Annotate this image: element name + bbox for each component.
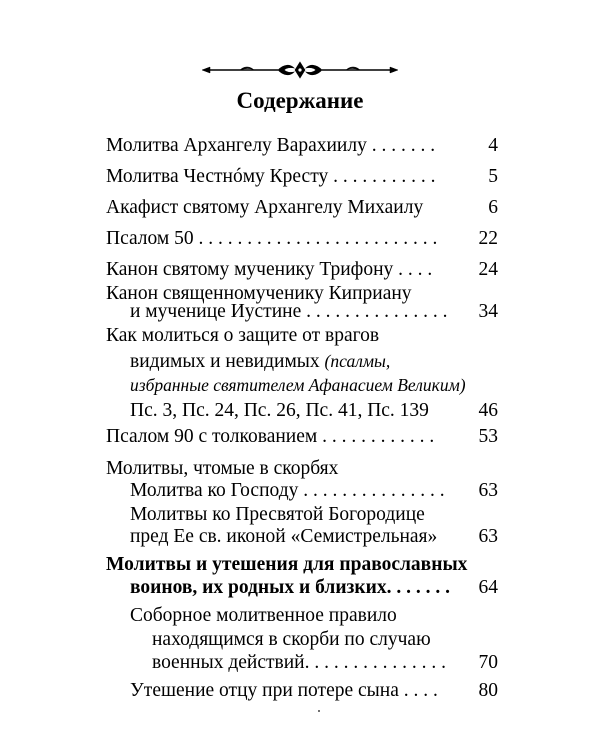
toc-entry-text: Молитва Честнóму Кресту . . . . . . . . . . . bbox=[106, 166, 436, 187]
toc-entry-text: Молитвы ко Пресвятой Богородице bbox=[130, 504, 425, 525]
toc-entry-page: 63 bbox=[478, 526, 498, 547]
toc-entry-text: Утешение отцу при потере сына . . . . bbox=[130, 680, 438, 701]
toc-entry[interactable] bbox=[0, 162, 600, 192]
toc-entry-note: (псалмы, bbox=[324, 351, 391, 371]
page-title: Содержание bbox=[236, 88, 364, 113]
toc-entry-page: 4 bbox=[488, 135, 498, 156]
toc-entry-page: 6 bbox=[488, 197, 498, 218]
toc-entry-text: Псалом 50 . . . . . . . . . . . . . . . . . . . . . . . . . bbox=[106, 228, 438, 249]
toc-entry-text: Псалом 90 с толкованием . . . . . . . . . . . . bbox=[106, 426, 435, 447]
toc-entry-text: Канон святому мученику Трифону . . . . bbox=[106, 259, 433, 280]
toc-entry-text: Как молиться о защите от врагов bbox=[106, 325, 380, 346]
toc-entry-page: 5 bbox=[488, 166, 498, 187]
toc-entry-text: пред Ее св. иконой «Семистрельная» bbox=[130, 526, 438, 547]
toc-entry-text: Молитва Архангелу Варахиилу . . . . . . . bbox=[106, 135, 436, 156]
toc-entry-continuation bbox=[0, 648, 600, 678]
toc-entry-text: Пс. 3, Пс. 24, Пс. 26, Пс. 41, Пс. 139 bbox=[130, 400, 429, 421]
toc-entry-page: 63 bbox=[478, 480, 498, 501]
toc-entry-text: находящимся в скорби по случаю bbox=[152, 629, 431, 650]
toc-entry-text: Молитва ко Господу . . . . . . . . . . . . . . . bbox=[130, 480, 445, 501]
toc-entry-page: 53 bbox=[478, 426, 498, 447]
toc-entry-text: военных действий. . . . . . . . . . . . . . . bbox=[152, 652, 446, 673]
toc-entry-page: 70 bbox=[478, 652, 498, 673]
toc-entry[interactable] bbox=[0, 131, 600, 161]
toc-entry-continuation bbox=[0, 573, 600, 603]
toc-entry-note: избранные святителем Афанасием Великим) bbox=[130, 375, 466, 395]
toc-entry-page: 34 bbox=[478, 301, 498, 322]
toc-entry[interactable] bbox=[0, 224, 600, 254]
toc-entry-page: 80 bbox=[478, 680, 498, 701]
toc-entry-text: Соборное молитвенное правило bbox=[130, 605, 397, 626]
toc-entry[interactable] bbox=[0, 193, 600, 223]
toc-entry-page: 24 bbox=[478, 259, 498, 280]
toc-entry-continuation bbox=[0, 522, 600, 552]
toc-entry[interactable] bbox=[0, 676, 600, 706]
toc-entry-text: Молитвы, чтомые в скорбях bbox=[106, 458, 339, 479]
toc-entry[interactable] bbox=[0, 422, 600, 452]
toc-entry-page: 46 bbox=[478, 400, 498, 421]
toc-entry-page: 64 bbox=[478, 577, 498, 598]
toc-entry-text: воинов, их родных и близких. . . . . . . bbox=[130, 577, 450, 598]
toc-entry-page: 22 bbox=[478, 228, 498, 249]
toc-entry-text: Молитвы и утешения для православных bbox=[106, 554, 468, 575]
toc-entry-text: и мученице Иустине . . . . . . . . . . . . . . . bbox=[130, 301, 448, 322]
toc-entry-text: Акафист святому Архангелу Михаилу bbox=[106, 197, 424, 218]
toc-entry-text: видимых и невидимых bbox=[130, 351, 320, 372]
print-speck bbox=[318, 710, 320, 712]
toc-entry-text: Канон священномученику Киприану bbox=[106, 283, 412, 304]
ornament-divider-icon bbox=[200, 58, 400, 82]
